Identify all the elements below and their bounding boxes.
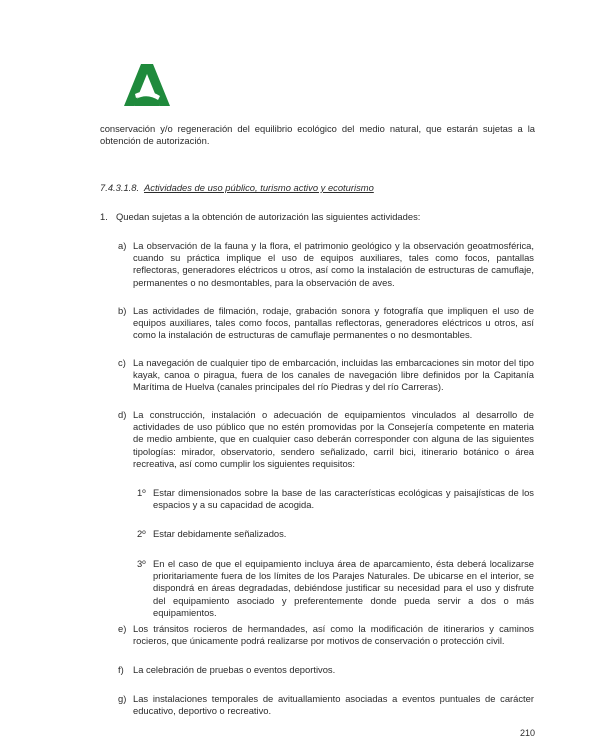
item-text-f: La celebración de pruebas o eventos deportivos. [133,664,336,675]
item-text-e: Los tránsitos rocieros de hermandades, así como la modificación de itinerarios y caminos rocieros, que únicamente podrá realizarse por motivos de conservación o protección civil. [133,623,534,647]
subitem-text-3: En el caso de que el equipamiento incluya área de aparcamiento, ésta deberá localizarse prioritariamente fuera de los límites de los Parajes Naturales. De ubicarse en el interior, se dispondrá en áreas degradadas, debiéndose justificar su necesidad para el uso y disfrute del equipamiento asociado y preferentemente donde pueda servir a dos o más equipamientos. [153,558,534,618]
section-number: 7.4.3.1.8. [100,182,140,193]
section-title: Actividades de uso público, turismo activo y ecoturismo [144,182,374,193]
item-text-b: Las actividades de filmación, rodaje, grabación sonora y fotografía que impliquen el uso de equipos auxiliares, tales como focos, pantallas reflectoras, generadores eléctricos u otros, así como la instalación de estructuras de camuflaje permanentes o no desmontables. [133,305,534,341]
item-text-a: La observación de la fauna y la flora, el patrimonio geológico y la observación geoatmosférica, cuando su práctica implique el uso de equipos auxiliares, tales como focos, pantallas reflectoras, generadores eléctricos u otros, así como la instalación de estructuras de camuflaje, permanentes o no desmontables, para la observación de aves. [133,240,534,288]
item-text-g: Las instalaciones temporales de avituallamiento asociadas a eventos puntuales de carácter educativo, deportivo o recreativo. [133,693,534,717]
item-label-f: f) [118,664,124,675]
point-number: 1. [100,211,108,222]
item-label-d: d) [118,409,127,420]
item-text-d: La construcción, instalación o adecuación de equipamientos vinculados al desarrollo de actividades de uso público que no estén promovidas por la Consejería competente en materia de medio ambiente, que en cualquier caso deberán corresponder con alguna de las siguientes tipologías: mirador, observatorio, sendero señalizado, carril bici, itinerario botánico o área recreativa, así como cumplir los siguientes requisitos: [133,409,534,469]
page-number: 210 [519,728,535,738]
intro-paragraph: conservación y/o regeneración del equilibrio ecológico del medio natural, que estarán sujetas a la obtención de autorización. [100,123,535,147]
item-label-e: e) [118,623,127,634]
point-text: Quedan sujetas a la obtención de autorización las siguientes actividades: [116,211,421,222]
item-label-a: a) [118,240,127,251]
subitem-label-1: 1º [137,487,146,498]
item-label-g: g) [118,693,127,704]
item-label-c: c) [118,357,126,368]
subitem-text-1: Estar dimensionados sobre la base de las características ecológicas y paisajísticas de los espacios y a su capacidad de acogida. [153,487,534,511]
subitem-label-2: 2º [137,528,146,539]
item-label-b: b) [118,305,127,316]
point-1 [100,211,535,223]
item-text-c: La navegación de cualquier tipo de embarcación, incluidas las embarcaciones sin motor del tipo kayak, canoa o piragua, fuera de los canales de navegación libre definidos por la Capitanía Marítima de Huelva (canales principales del río Piedras y del río Carreras). [133,357,534,393]
subitem-text-2: Estar debidamente señalizados. [153,528,287,539]
junta-de-andalucia-logo-icon [124,64,170,106]
section-heading [100,182,535,194]
subitem-label-3: 3º [137,558,146,569]
